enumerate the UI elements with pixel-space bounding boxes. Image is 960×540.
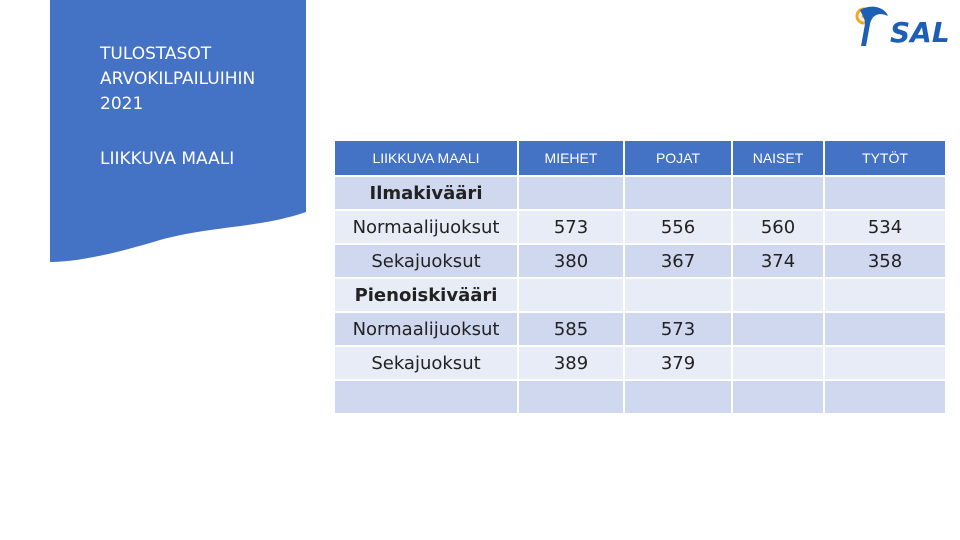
cell-pojat [624, 380, 732, 414]
cell-miehet: 573 [518, 210, 624, 244]
results-table [333, 139, 947, 415]
sal-logo-text: SAL [890, 16, 950, 49]
row-label: Normaalijuoksut [334, 312, 518, 346]
row-label: Sekajuoksut [334, 346, 518, 380]
table-row-ilmakivaari [334, 176, 946, 210]
cell-naiset [732, 176, 824, 210]
slide-title: TULOSTASOT ARVOKILPAILUIHIN 2021 [100, 44, 256, 114]
cell-miehet [518, 176, 624, 210]
row-label: Sekajuoksut [334, 244, 518, 278]
cell-naiset [732, 312, 824, 346]
category-label: Pienoiskivääri [334, 278, 518, 312]
table-header-row [334, 140, 946, 176]
cell-tytot: 534 [824, 210, 946, 244]
header-liikkuva-maali: LIIKKUVA MAALI [334, 140, 518, 176]
cell-tytot [824, 380, 946, 414]
cell-pojat: 379 [624, 346, 732, 380]
cell-naiset: 374 [732, 244, 824, 278]
header-pojat: POJAT [624, 140, 732, 176]
cell-tytot: 358 [824, 244, 946, 278]
table-row-pienoiskivaari [334, 278, 946, 312]
sal-logo-graphic [850, 2, 960, 57]
slide-subtitle: LIIKKUVA MAALI [100, 149, 235, 169]
row-label [334, 380, 518, 414]
cell-pojat: 367 [624, 244, 732, 278]
table-row [334, 346, 946, 380]
category-label: Ilmakivääri [334, 176, 518, 210]
header-tytot: TYTÖT [824, 140, 946, 176]
table-row [334, 312, 946, 346]
cell-naiset [732, 380, 824, 414]
cell-naiset: 560 [732, 210, 824, 244]
table-row-empty [334, 380, 946, 414]
title-panel [0, 0, 306, 270]
cell-tytot [824, 278, 946, 312]
cell-pojat [624, 176, 732, 210]
cell-naiset [732, 346, 824, 380]
header-naiset: NAISET [732, 140, 824, 176]
cell-pojat [624, 278, 732, 312]
title-panel-shape [0, 0, 306, 270]
cell-miehet [518, 278, 624, 312]
cell-tytot [824, 346, 946, 380]
cell-pojat: 573 [624, 312, 732, 346]
cell-naiset [732, 278, 824, 312]
row-label: Normaalijuoksut [334, 210, 518, 244]
cell-miehet: 380 [518, 244, 624, 278]
sal-logo [850, 2, 960, 57]
cell-miehet: 389 [518, 346, 624, 380]
cell-tytot [824, 176, 946, 210]
cell-miehet [518, 380, 624, 414]
cell-pojat: 556 [624, 210, 732, 244]
cell-miehet: 585 [518, 312, 624, 346]
header-miehet: MIEHET [518, 140, 624, 176]
cell-tytot [824, 312, 946, 346]
table-row [334, 244, 946, 278]
table-row [334, 210, 946, 244]
